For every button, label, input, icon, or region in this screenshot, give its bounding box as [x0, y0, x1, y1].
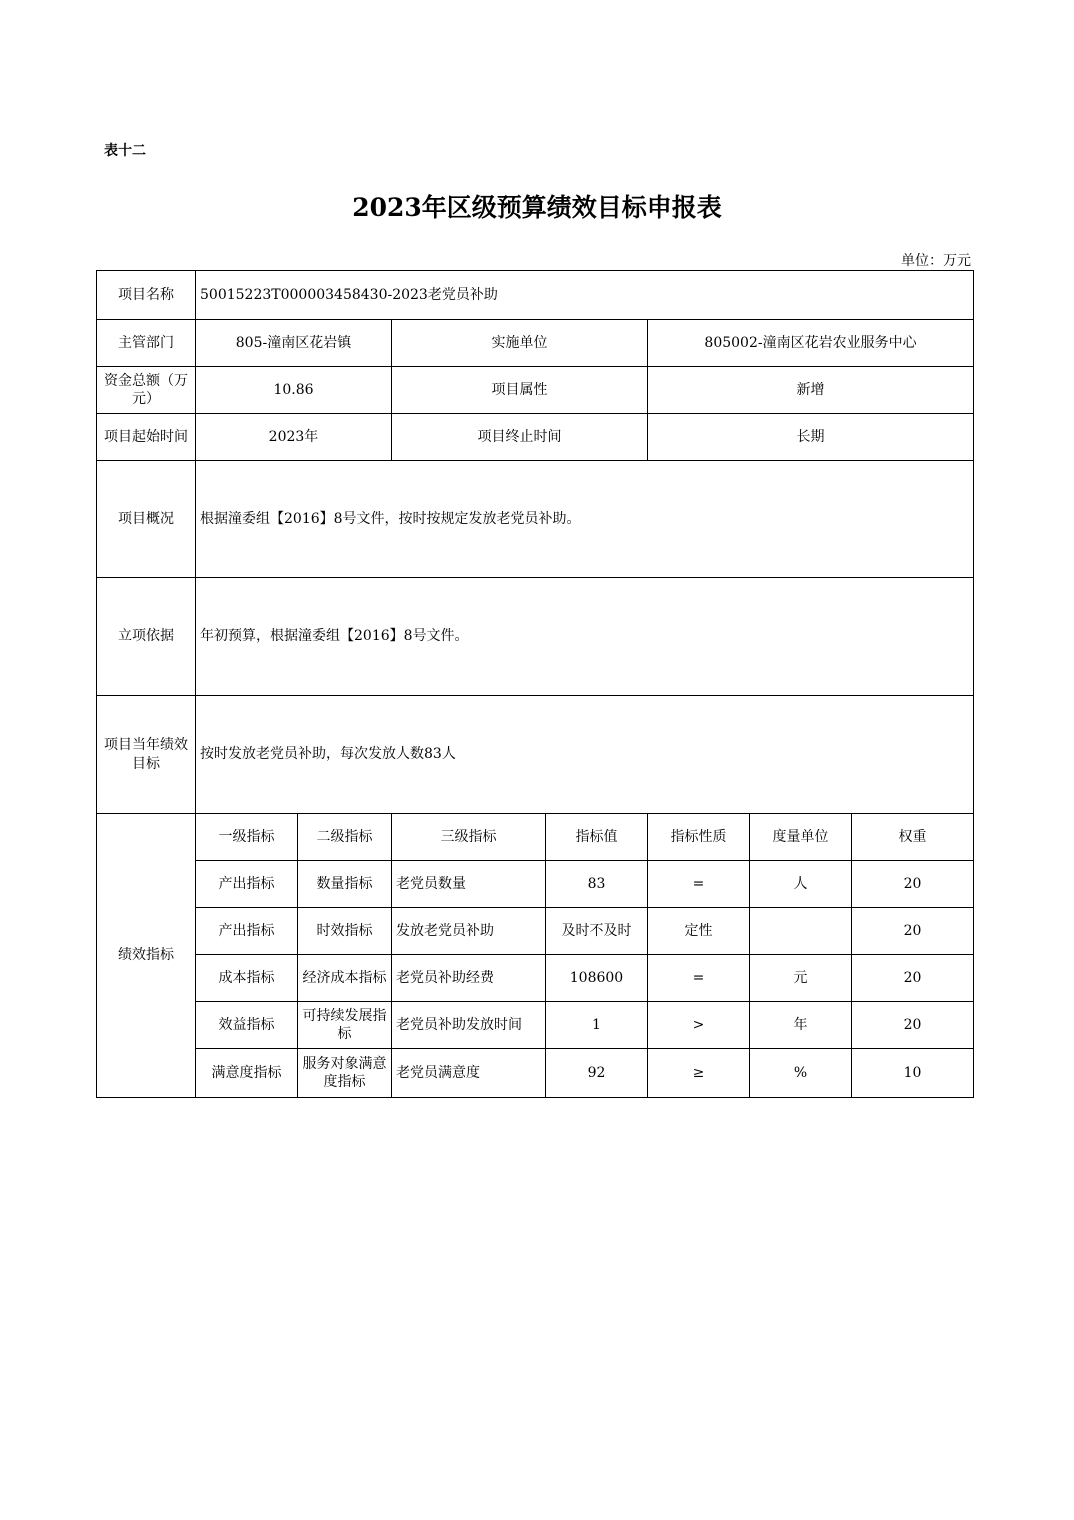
value-cell: 92 — [546, 1049, 648, 1098]
level2-cell: 服务对象满意度指标 — [298, 1049, 392, 1098]
value-cell: 83 — [546, 861, 648, 908]
impl-value: 805002-潼南区花岩农业服务中心 — [648, 320, 974, 367]
weight-cell: 20 — [852, 908, 974, 955]
basis-row — [97, 578, 974, 696]
document-title: 2023年区级预算绩效目标申报表 — [352, 193, 722, 222]
attr-label: 项目属性 — [392, 367, 648, 414]
impl-label: 实施单位 — [392, 320, 648, 367]
overview-row — [97, 461, 974, 578]
dept-label: 主管部门 — [97, 320, 196, 367]
indicator-row — [97, 1049, 974, 1098]
level1-cell: 效益指标 — [196, 1002, 298, 1049]
unit-cell: % — [750, 1049, 852, 1098]
goal-label: 项目当年绩效目标 — [97, 696, 196, 814]
table-number: 表十二 — [104, 143, 146, 159]
level2-cell: 经济成本指标 — [298, 955, 392, 1002]
value-cell: 108600 — [546, 955, 648, 1002]
nature-cell: = — [648, 861, 750, 908]
value-cell: 及时不及时 — [546, 908, 648, 955]
project-name-row — [97, 271, 974, 320]
level3-cell: 老党员数量 — [392, 861, 546, 908]
end-label: 项目终止时间 — [392, 414, 648, 461]
goal-row — [97, 696, 974, 814]
fund-label: 资金总额（万元） — [97, 367, 196, 414]
project-name-value: 50015223T000003458430-2023老党员补助 — [196, 271, 974, 320]
weight-cell: 20 — [852, 1002, 974, 1049]
level2-cell: 数量指标 — [298, 861, 392, 908]
weight-cell: 10 — [852, 1049, 974, 1098]
basis-value: 年初预算，根据潼委组【2016】8号文件。 — [196, 578, 974, 696]
budget-performance-table — [96, 270, 974, 1098]
indicator-header-row — [97, 814, 974, 861]
level1-cell: 产出指标 — [196, 908, 298, 955]
period-row — [97, 414, 974, 461]
level1-cell: 产出指标 — [196, 861, 298, 908]
indicator-section-label: 绩效指标 — [97, 814, 196, 1098]
nature-cell: ≥ — [648, 1049, 750, 1098]
project-name-label: 项目名称 — [97, 271, 196, 320]
indicator-row — [97, 908, 974, 955]
attr-value: 新增 — [648, 367, 974, 414]
dept-value: 805-潼南区花岩镇 — [196, 320, 392, 367]
level3-cell: 发放老党员补助 — [392, 908, 546, 955]
level1-cell: 成本指标 — [196, 955, 298, 1002]
unit-cell — [750, 908, 852, 955]
start-value: 2023年 — [196, 414, 392, 461]
level3-cell: 老党员满意度 — [392, 1049, 546, 1098]
unit-cell: 年 — [750, 1002, 852, 1049]
goal-value: 按时发放老党员补助，每次发放人数83人 — [196, 696, 974, 814]
fund-value: 10.86 — [196, 367, 392, 414]
department-row — [97, 320, 974, 367]
end-value: 长期 — [648, 414, 974, 461]
unit-label: 单位：万元 — [901, 253, 971, 269]
level3-cell: 老党员补助经费 — [392, 955, 546, 1002]
indicator-header-cell: 三级指标 — [392, 814, 546, 861]
indicator-header-cell: 指标性质 — [648, 814, 750, 861]
nature-cell: > — [648, 1002, 750, 1049]
indicator-header-cell: 权重 — [852, 814, 974, 861]
overview-value: 根据潼委组【2016】8号文件，按时按规定发放老党员补助。 — [196, 461, 974, 578]
indicator-header-cell: 指标值 — [546, 814, 648, 861]
indicator-row — [97, 1002, 974, 1049]
fund-row — [97, 367, 974, 414]
unit-cell: 元 — [750, 955, 852, 1002]
start-label: 项目起始时间 — [97, 414, 196, 461]
nature-cell: = — [648, 955, 750, 1002]
value-cell: 1 — [546, 1002, 648, 1049]
level2-cell: 时效指标 — [298, 908, 392, 955]
nature-cell: 定性 — [648, 908, 750, 955]
level3-cell: 老党员补助发放时间 — [392, 1002, 546, 1049]
indicator-header-cell: 度量单位 — [750, 814, 852, 861]
indicator-header-cell: 二级指标 — [298, 814, 392, 861]
weight-cell: 20 — [852, 861, 974, 908]
basis-label: 立项依据 — [97, 578, 196, 696]
indicator-header-cell: 一级指标 — [196, 814, 298, 861]
indicator-row — [97, 861, 974, 908]
level2-cell: 可持续发展指标 — [298, 1002, 392, 1049]
level1-cell: 满意度指标 — [196, 1049, 298, 1098]
indicator-row — [97, 955, 974, 1002]
overview-label: 项目概况 — [97, 461, 196, 578]
unit-cell: 人 — [750, 861, 852, 908]
weight-cell: 20 — [852, 955, 974, 1002]
